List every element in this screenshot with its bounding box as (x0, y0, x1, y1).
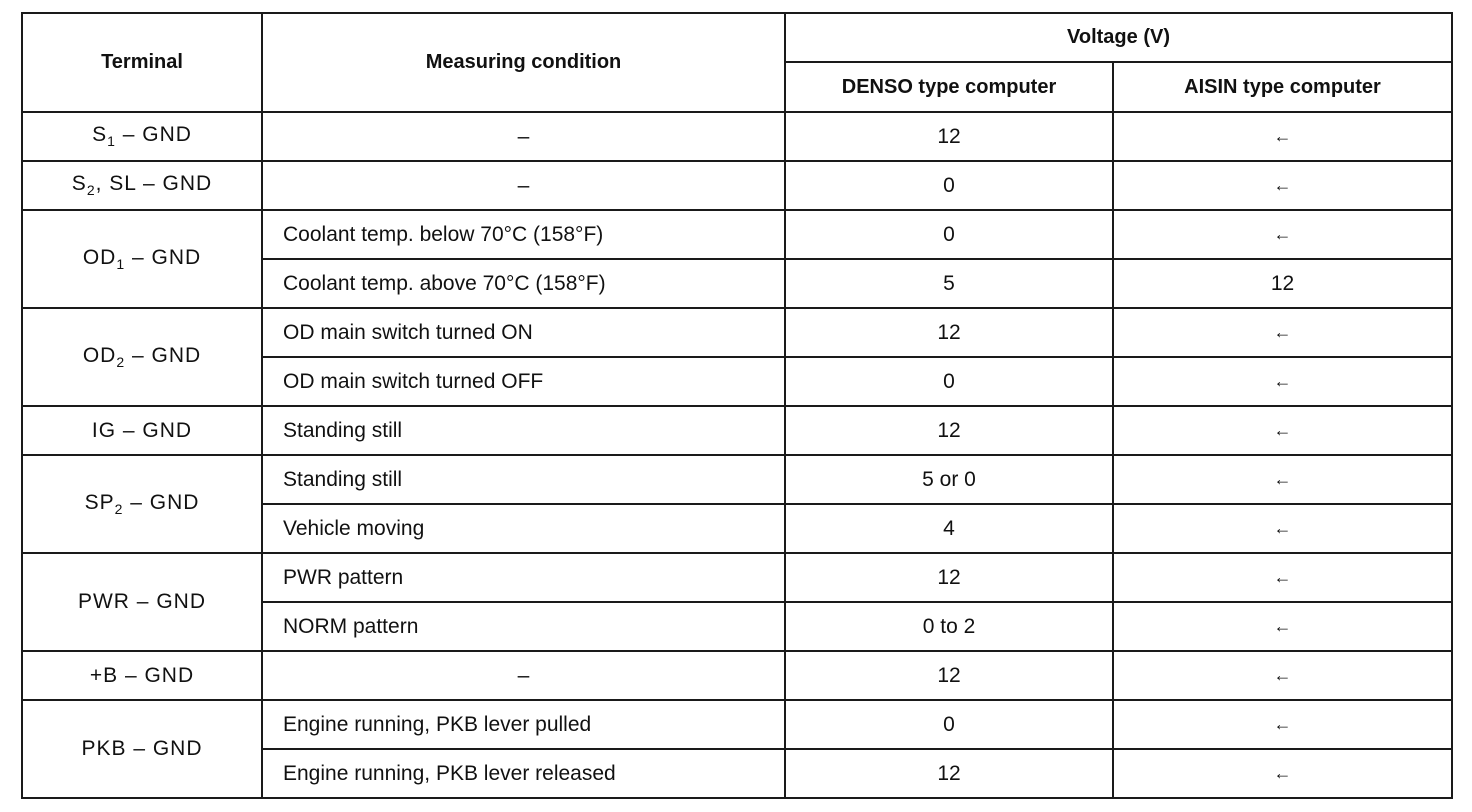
aisin-value: ← (1113, 602, 1452, 651)
condition-cell: OD main switch turned OFF (262, 357, 785, 406)
denso-value: 5 (785, 259, 1113, 308)
denso-value: 5 or 0 (785, 455, 1113, 504)
denso-value: 0 (785, 210, 1113, 259)
aisin-value: ← (1113, 112, 1452, 161)
aisin-value: ← (1113, 308, 1452, 357)
terminal-cell: +B – GND (22, 651, 262, 700)
condition-cell: – (262, 112, 785, 161)
table-row (22, 210, 1452, 259)
aisin-value: ← (1113, 357, 1452, 406)
table-row (22, 112, 1452, 161)
aisin-value: ← (1113, 553, 1452, 602)
condition-cell: Standing still (262, 406, 785, 455)
aisin-value: ← (1113, 161, 1452, 210)
aisin-value: ← (1113, 210, 1452, 259)
condition-cell: Vehicle moving (262, 504, 785, 553)
condition-cell: Standing still (262, 455, 785, 504)
terminal-cell: IG – GND (22, 406, 262, 455)
terminal-cell: $SP_2$ – GND (22, 455, 262, 553)
condition-cell: – (262, 651, 785, 700)
voltage-table (21, 12, 1453, 799)
condition-cell: Engine running, PKB lever pulled (262, 700, 785, 749)
denso-value: 0 (785, 161, 1113, 210)
denso-value: 0 (785, 357, 1113, 406)
condition-cell: Coolant temp. below 70°C (158°F) (262, 210, 785, 259)
table-row (22, 700, 1452, 749)
denso-value: 0 to 2 (785, 602, 1113, 651)
condition-cell: NORM pattern (262, 602, 785, 651)
voltage-header: Voltage (V) (785, 13, 1452, 62)
condition-cell: Coolant temp. above 70°C (158°F) (262, 259, 785, 308)
terminal-cell: PWR – GND (22, 553, 262, 651)
terminal-cell: $OD_2$ – GND (22, 308, 262, 406)
condition-header: Measuring condition (262, 13, 785, 112)
denso-value: 12 (785, 308, 1113, 357)
terminal-cell: $S_2$, SL – GND (22, 161, 262, 210)
aisin-value: ← (1113, 455, 1452, 504)
table-row (22, 308, 1452, 357)
denso-value: 12 (785, 651, 1113, 700)
condition-cell: Engine running, PKB lever released (262, 749, 785, 798)
table-row (22, 406, 1452, 455)
denso-value: 12 (785, 749, 1113, 798)
condition-cell: OD main switch turned ON (262, 308, 785, 357)
denso-value: 12 (785, 406, 1113, 455)
table-body (22, 112, 1452, 798)
aisin-value: ← (1113, 749, 1452, 798)
terminal-cell: $OD_1$ – GND (22, 210, 262, 308)
aisin-value: ← (1113, 406, 1452, 455)
terminal-cell: $S_1$ – GND (22, 112, 262, 161)
denso-value: 12 (785, 112, 1113, 161)
aisin-value: ← (1113, 651, 1452, 700)
aisin-value: ← (1113, 700, 1452, 749)
terminal-header: Terminal (22, 13, 262, 112)
aisin-value: 12 (1113, 259, 1452, 308)
table-row (22, 553, 1452, 602)
condition-cell: PWR pattern (262, 553, 785, 602)
denso-header: DENSO type computer (785, 62, 1113, 112)
table-row (22, 455, 1452, 504)
aisin-header: AISIN type computer (1113, 62, 1452, 112)
condition-cell: – (262, 161, 785, 210)
aisin-value: ← (1113, 504, 1452, 553)
terminal-cell: PKB – GND (22, 700, 262, 798)
denso-value: 12 (785, 553, 1113, 602)
denso-value: 4 (785, 504, 1113, 553)
denso-value: 0 (785, 700, 1113, 749)
table-row (22, 651, 1452, 700)
table-row (22, 161, 1452, 210)
